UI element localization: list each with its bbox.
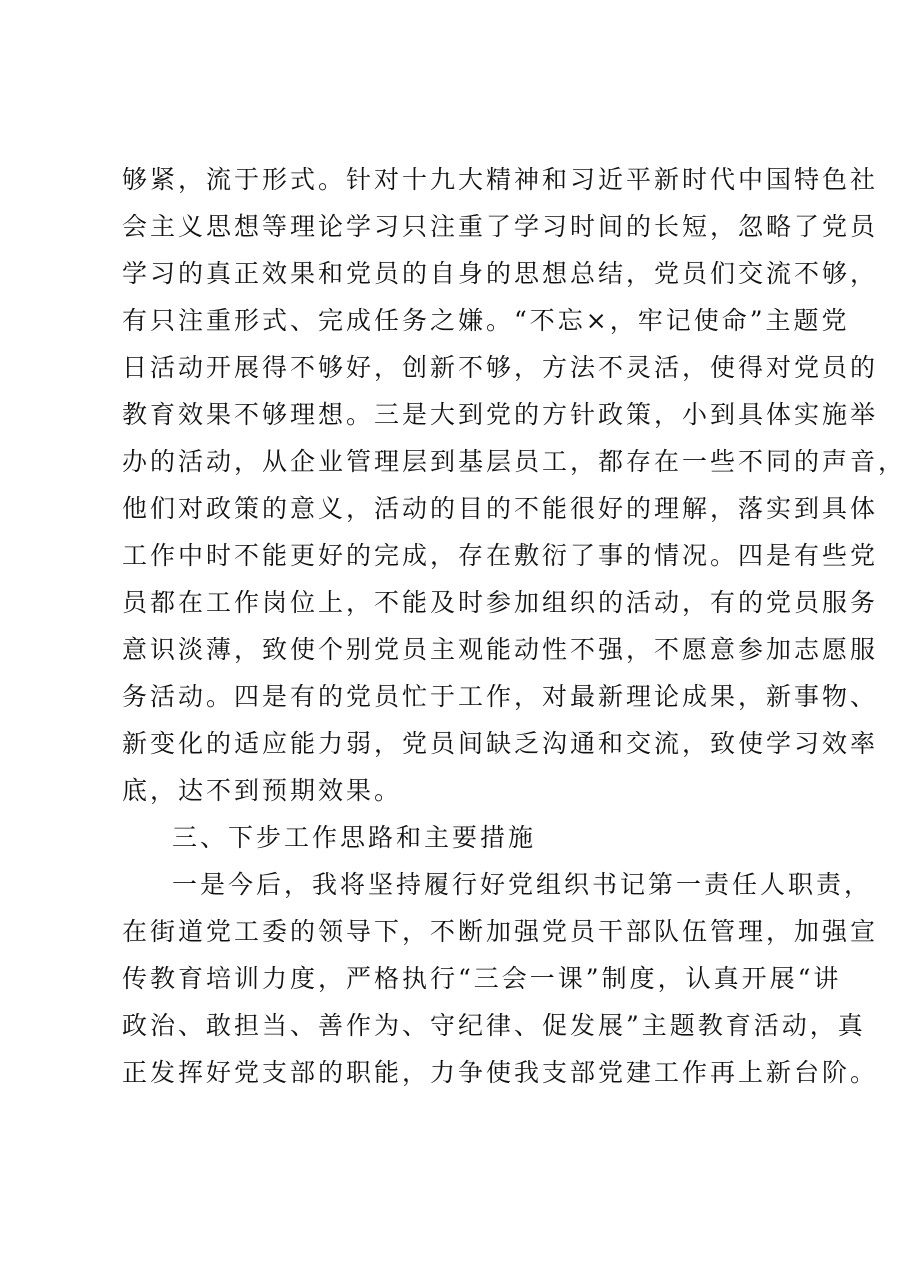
body-line: 正发挥好党支部的职能，力争使我支部党建工作再上新台阶。 [122, 1058, 879, 1087]
body-line: 办的活动，从企业管理层到基层员工，都存在一些不同的声音， [122, 447, 907, 476]
body-line: 务活动。四是有的党员忙于工作，对最新理论成果，新事物、 [122, 682, 879, 711]
body-line: 员都在工作岗位上，不能及时参加组织的活动，有的党员服务 [122, 588, 879, 617]
body-line: 学习的真正效果和党员的自身的思想总结，党员们交流不够， [122, 259, 879, 288]
body-line: 一是今后，我将坚持履行好党组织书记第一责任人职责， [172, 870, 873, 899]
body-line: 传教育培训力度，严格执行“三会一课”制度，认真开展“讲 [122, 964, 842, 993]
body-line: 会主义思想等理论学习只注重了学习时间的长短，忽略了党员 [122, 212, 879, 241]
body-line: 底，达不到预期效果。 [122, 776, 403, 805]
body-line: 在街道党工委的领导下，不断加强党员干部队伍管理，加强宣 [122, 917, 879, 946]
body-line: 够紧，流于形式。针对十九大精神和习近平新时代中国特色社 [122, 165, 879, 194]
body-line: 教育效果不够理想。三是大到党的方针政策，小到具体实施举 [122, 400, 879, 429]
body-line: 政治、敢担当、善作为、守纪律、促发展”主题教育活动，真 [122, 1011, 866, 1040]
body-line: 有只注重形式、完成任务之嫌。“不忘×，牢记使命”主题党 [122, 306, 850, 335]
body-line: 日活动开展得不够好，创新不够，方法不灵活，使得对党员的 [122, 353, 879, 382]
section-heading: 三、下步工作思路和主要措施 [172, 823, 537, 852]
document-body [122, 156, 907, 1096]
body-line: 新变化的适应能力弱，党员间缺乏沟通和交流，致使学习效率 [122, 729, 879, 758]
body-line: 工作中时不能更好的完成，存在敷衍了事的情况。四是有些党 [122, 541, 879, 570]
body-line: 意识淡薄，致使个别党员主观能动性不强，不愿意参加志愿服 [122, 635, 879, 664]
body-line: 他们对政策的意义，活动的目的不能很好的理解，落实到具体 [122, 494, 879, 523]
